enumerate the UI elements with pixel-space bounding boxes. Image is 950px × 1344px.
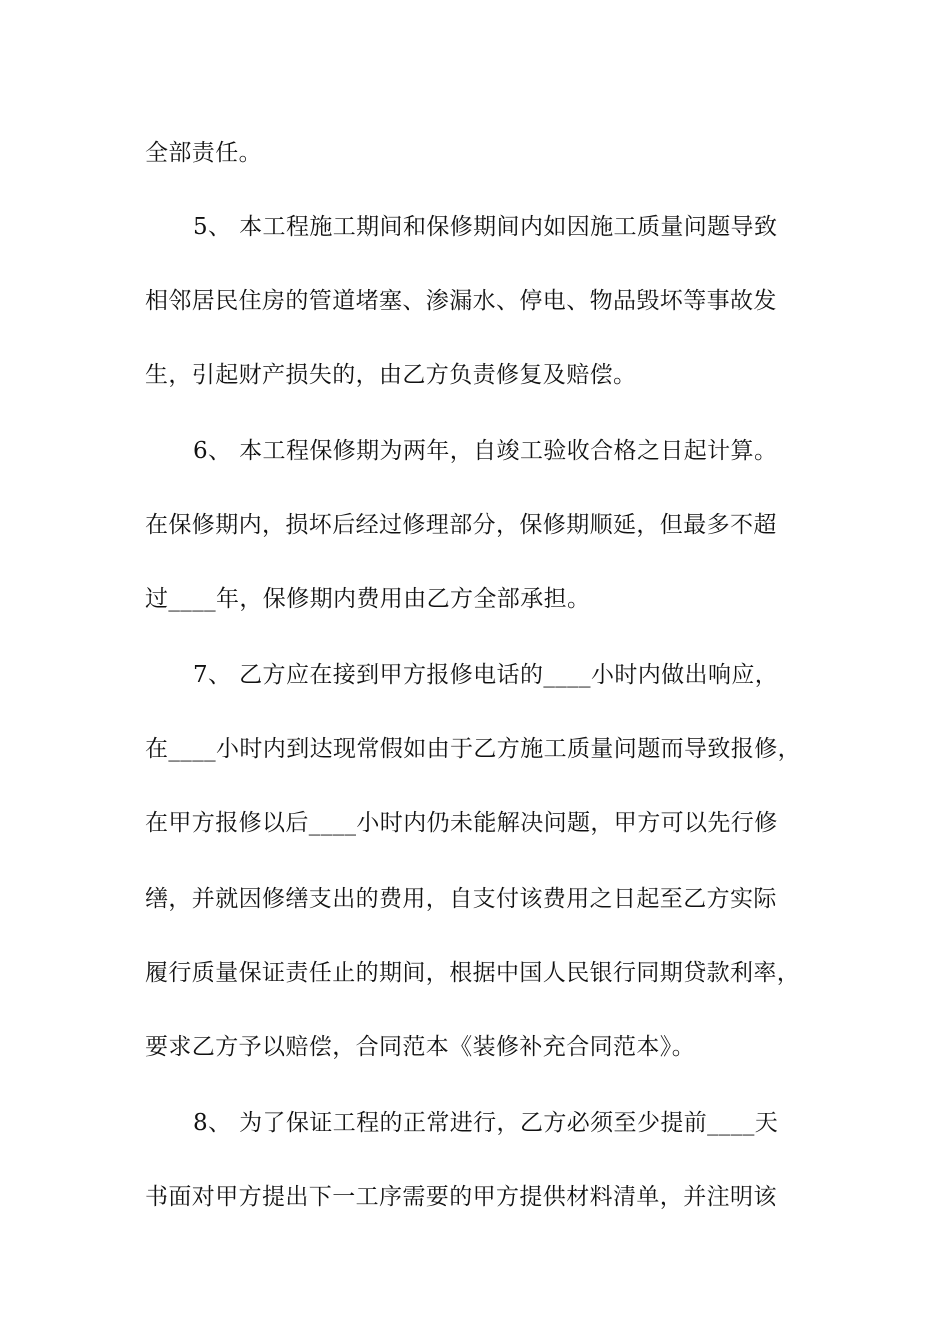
text-line: 在____小时内到达现常假如由于乙方施工质量问题而导致报修， bbox=[145, 736, 801, 762]
clause-7-start: 7、 乙方应在接到甲方报修电话的____小时内做出响应， bbox=[193, 662, 779, 688]
clause-6-start: 6、 本工程保修期为两年，自竣工验收合格之日起计算。 bbox=[193, 438, 778, 464]
text-line: 履行质量保证责任止的期间，根据中国人民银行同期贷款利率， bbox=[145, 960, 801, 986]
text-line: 过____年，保修期内费用由乙方全部承担。 bbox=[145, 586, 591, 612]
text-line: 相邻居民住房的管道堵塞、渗漏水、停电、物品毁坏等事故发 bbox=[145, 288, 777, 314]
text-line: 全部责任。 bbox=[145, 140, 262, 166]
clause-5-start: 5、 本工程施工期间和保修期间内如因施工质量问题导致 bbox=[193, 214, 778, 240]
text-line: 生，引起财产损失的，由乙方负责修复及赔偿。 bbox=[145, 362, 637, 388]
text-line: 书面对甲方提出下一工序需要的甲方提供材料清单，并注明该 bbox=[145, 1184, 777, 1210]
text-line: 在保修期内，损坏后经过修理部分，保修期顺延，但最多不超 bbox=[145, 512, 777, 538]
text-line: 在甲方报修以后____小时内仍未能解决问题，甲方可以先行修 bbox=[145, 810, 778, 836]
text-line: 缮，并就因修缮支出的费用，自支付该费用之日起至乙方实际 bbox=[145, 886, 777, 912]
text-line: 要求乙方予以赔偿，合同范本《装修补充合同范本》。 bbox=[145, 1034, 696, 1060]
clause-8-start: 8、 为了保证工程的正常进行，乙方必须至少提前____天 bbox=[193, 1110, 779, 1136]
